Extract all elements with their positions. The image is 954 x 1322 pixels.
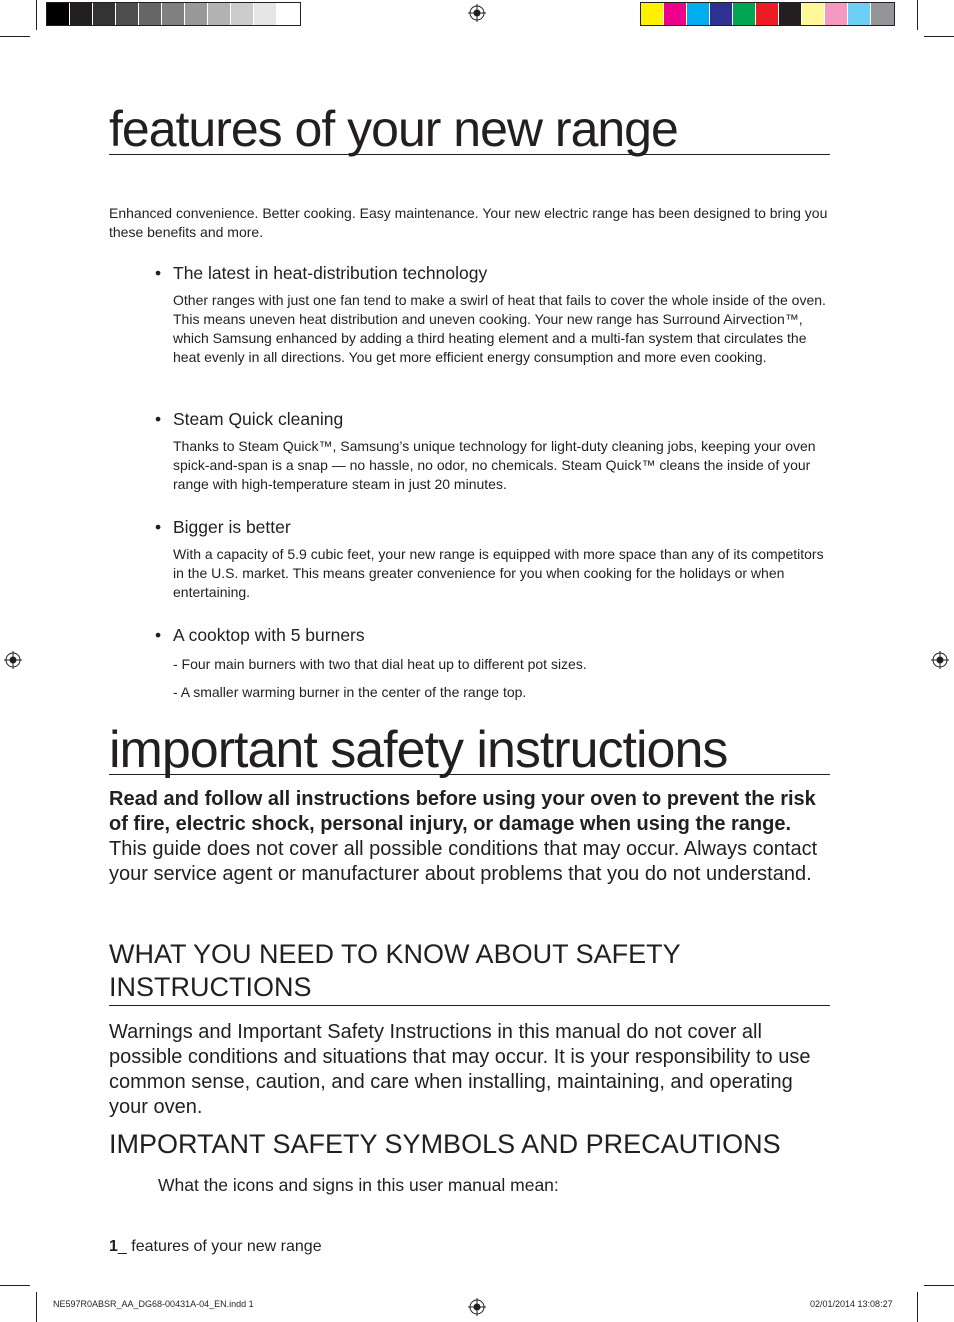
feature-body: Other ranges with just one fan tend to make a swirl of heat that fails to cover the whole inside of the oven. This means uneven heat distribution and uneven cooking. Your new range has Surround Airvection™, which Samsung enhanced by adding a third heating element and a multi-fan system that circulates the heat evenly in all directions. You get more efficient energy consumption and more even cooking. — [173, 292, 826, 365]
crop-mark — [0, 36, 30, 37]
safety-lead — [109, 787, 829, 887]
crop-mark — [36, 0, 37, 30]
heading-safety-symbols: IMPORTANT SAFETY SYMBOLS AND PRECAUTIONS — [109, 1129, 781, 1159]
safety-lead-bold: Read and follow all instructions before using your oven to prevent the risk of fire, electric shock, personal injury, or damage when using the range. — [109, 788, 816, 835]
registration-mark-icon — [468, 1298, 486, 1316]
feature-body: Thanks to Steam Quick™, Samsung’s unique technology for light-duty cleaning jobs, keeping your oven spick-and-span is a snap — no hassle, no odor, no chemicals. Steam Quick™ cleans the inside of your range with high-temperature steam in just 20 minutes. — [173, 438, 816, 492]
color-swatch — [710, 3, 733, 25]
feature-item — [155, 262, 835, 367]
registration-mark-icon — [931, 651, 949, 669]
feature-subitem: - Four main burners with two that dial heat up to different pot sizes. — [173, 656, 587, 672]
color-swatch — [871, 3, 894, 25]
grayscale-color-bar — [46, 2, 301, 26]
color-swatch — [162, 3, 185, 25]
bullet-icon: • — [155, 517, 162, 537]
color-swatch — [756, 3, 779, 25]
crop-mark — [36, 1292, 37, 1322]
page-footer — [109, 1238, 322, 1256]
page-footer-label: _ features of your new range — [117, 1238, 322, 1255]
feature-item — [155, 624, 835, 702]
color-swatch — [779, 3, 802, 25]
feature-item — [155, 408, 835, 494]
bullet-icon: • — [155, 263, 162, 283]
feature-subitem: - A smaller warming burner in the center of the range top. — [173, 684, 527, 700]
page-number: 1 — [109, 1238, 118, 1255]
color-swatch — [254, 3, 277, 25]
feature-body: With a capacity of 5.9 cubic feet, your new range is equipped with more space than any of its competitors in the U.S. market. This means greater convenience for you when cooking for the holidays or when entertaining. — [173, 546, 824, 600]
feature-title: Steam Quick cleaning — [173, 409, 344, 429]
crop-mark — [917, 1292, 918, 1322]
feature-title: A cooktop with 5 burners — [173, 625, 365, 645]
know-paragraph: Warnings and Important Safety Instructions in this manual do not cover all possible conditions and situations that may occur. It is your responsibility to use common sense, caution, and care when installing, maintaining, and operating your oven. — [109, 1021, 811, 1118]
registration-mark-icon — [4, 651, 22, 669]
color-swatch — [70, 3, 93, 25]
crop-mark — [917, 0, 918, 30]
page-title-safety: important safety instructions — [109, 724, 830, 775]
feature-title: Bigger is better — [173, 517, 291, 537]
slug-timestamp: 02/01/2014 13:08:27 — [810, 1299, 893, 1309]
color-swatch — [802, 3, 825, 25]
heading-what-you-need-to-know: WHAT YOU NEED TO KNOW ABOUT SAFETY INSTRUCTIONS — [109, 938, 830, 1006]
color-swatch — [116, 3, 139, 25]
bullet-icon: • — [155, 625, 162, 645]
symbols-intro: What the icons and signs in this user manual mean: — [158, 1175, 559, 1195]
color-swatch — [848, 3, 871, 25]
color-swatch — [139, 3, 162, 25]
color-swatch — [641, 3, 664, 25]
color-swatch — [733, 3, 756, 25]
feature-title: The latest in heat-distribution technology — [173, 263, 488, 283]
color-swatch — [231, 3, 254, 25]
crop-mark — [924, 1285, 954, 1286]
color-swatch — [277, 3, 300, 25]
bullet-icon: • — [155, 409, 162, 429]
cmyk-color-bar — [640, 2, 895, 26]
color-swatch — [825, 3, 848, 25]
color-swatch — [664, 3, 687, 25]
color-swatch — [93, 3, 116, 25]
slug-filename: NE597R0ABSR_AA_DG68-00431A-04_EN.indd 1 — [53, 1299, 254, 1309]
page-title-features: features of your new range — [109, 104, 830, 155]
safety-lead-rest: This guide does not cover all possible conditions that may occur. Always contact your service agent or manufacturer about problems that you do not understand. — [109, 838, 818, 885]
features-intro: Enhanced convenience. Better cooking. Easy maintenance. Your new electric range has been designed to bring you these benefits and more. — [109, 205, 828, 240]
color-swatch — [185, 3, 208, 25]
color-swatch — [687, 3, 710, 25]
color-swatch — [47, 3, 70, 25]
feature-item — [155, 516, 835, 602]
crop-mark — [924, 36, 954, 37]
registration-mark-icon — [468, 4, 486, 22]
crop-mark — [0, 1285, 30, 1286]
color-swatch — [208, 3, 231, 25]
